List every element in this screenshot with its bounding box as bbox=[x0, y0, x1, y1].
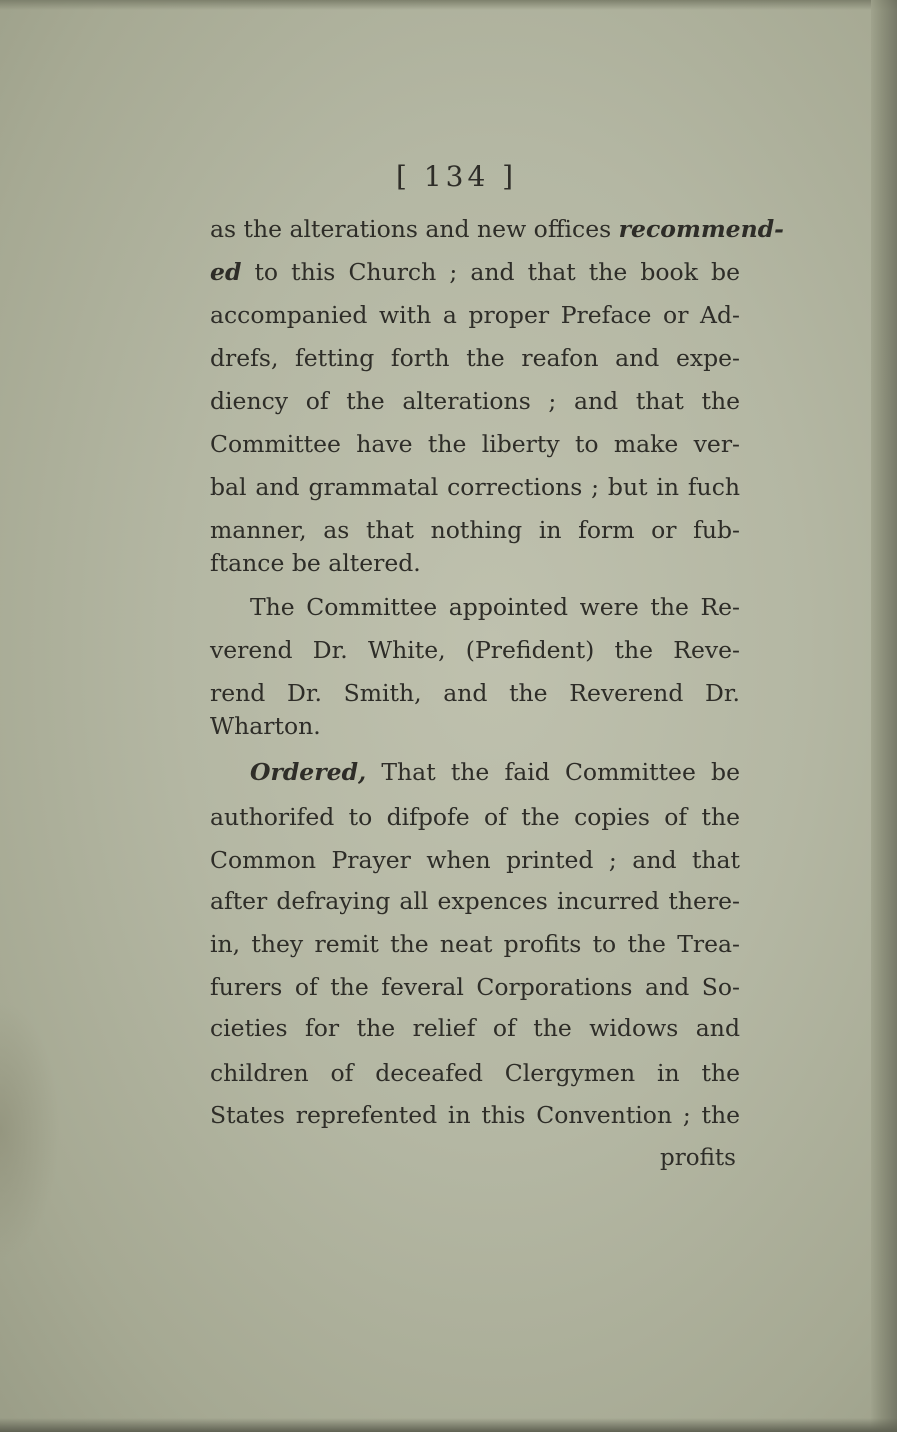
text-line: Wharton. bbox=[210, 712, 321, 740]
text-line: cieties for the relief of the widows and bbox=[210, 1014, 740, 1042]
text-line: authorifed to difpofe of the copies of the bbox=[210, 803, 740, 831]
text-line: bal and grammatal corrections ; but in fuch bbox=[210, 473, 740, 501]
text-line: Ordered, That the faid Committee be bbox=[250, 758, 740, 786]
text-line: ftance be altered. bbox=[210, 549, 421, 577]
text-line: manner, as that nothing in form or fub- bbox=[210, 516, 740, 544]
text-line: furers of the feveral Corporations and So- bbox=[210, 973, 740, 1001]
text-line: diency of the alterations ; and that the bbox=[210, 387, 740, 415]
text-line: Common Prayer when printed ; and that bbox=[210, 846, 740, 874]
catchword: profits bbox=[660, 1145, 736, 1171]
text-line: in, they remit the neat profits to the Trea- bbox=[210, 930, 740, 958]
text-line: rend Dr. Smith, and the Reverend Dr. bbox=[210, 679, 740, 707]
text-line: after defraying all expences incurred there- bbox=[210, 887, 740, 915]
text-line: drefs, fetting forth the reafon and expe- bbox=[210, 344, 740, 372]
text-line: verend Dr. White, (Prefident) the Reve- bbox=[210, 636, 740, 664]
text-line: ed to this Church ; and that the book be bbox=[210, 258, 740, 286]
page-header: [ 134 ] bbox=[396, 160, 518, 193]
text-line: Committee have the liberty to make ver- bbox=[210, 430, 740, 458]
text-line: accompanied with a proper Preface or Ad- bbox=[210, 301, 740, 329]
text-line: as the alterations and new offices recommend- bbox=[210, 215, 784, 243]
text-line: The Committee appointed were the Re- bbox=[250, 593, 740, 621]
text-line: children of deceafed Clergymen in the bbox=[210, 1059, 740, 1087]
text-line: States reprefented in this Convention ; the bbox=[210, 1101, 740, 1129]
